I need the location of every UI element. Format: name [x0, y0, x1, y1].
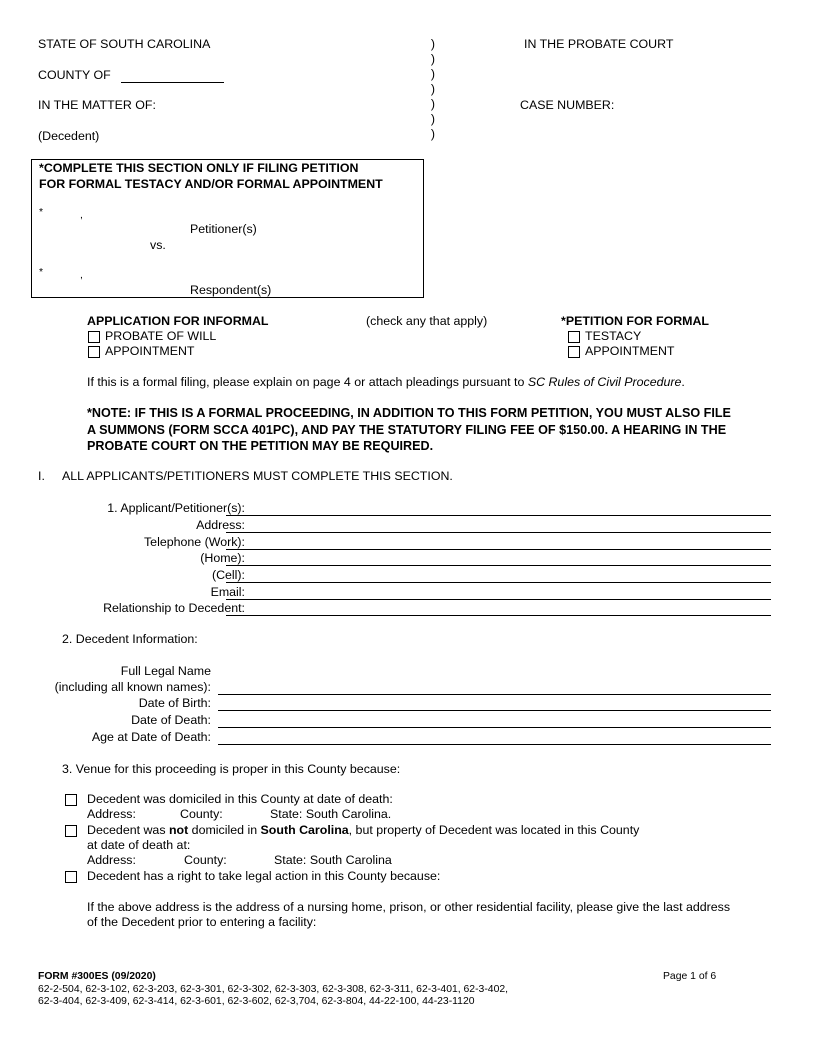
respondent-comma: , — [80, 270, 83, 281]
date-of-birth-label: Date of Birth: — [138, 696, 211, 710]
informal-appointment-label: APPOINTMENT — [105, 344, 195, 358]
form-id: FORM #300ES (09/2020) — [38, 971, 156, 982]
petitioner-comma: , — [80, 210, 83, 221]
petitioners-label: Petitioner(s) — [190, 222, 257, 236]
telephone-work-line[interactable] — [226, 549, 771, 550]
venue-domiciled-address-label: Address: — [87, 807, 136, 821]
formal-appointment-checkbox[interactable] — [568, 346, 580, 358]
paren: ) — [430, 37, 436, 51]
full-legal-name-line[interactable] — [218, 694, 771, 695]
nursing-home-line-2: of the Decedent prior to entering a facility: — [87, 915, 317, 929]
relationship-label: Relationship to Decedent: — [103, 601, 245, 615]
informal-heading: APPLICATION FOR INFORMAL — [87, 314, 269, 328]
notice-line-3: PROBATE COURT ON THE PETITION MAY BE REQUIRED. — [87, 439, 434, 453]
petitioner-asterisk: * — [39, 207, 44, 218]
county-label: COUNTY OF — [38, 68, 111, 82]
paren: ) — [430, 52, 436, 66]
telephone-home-label: (Home): — [200, 551, 245, 565]
venue-legal-action-label: Decedent has a right to take legal action in this County because: — [87, 869, 441, 883]
notice-line-2: A SUMMONS (FORM SCCA 401PC), AND PAY THE STATUTORY FILING FEE OF $150.00. A HEARING IN THE — [87, 422, 727, 437]
applicant-name-line[interactable] — [226, 515, 771, 516]
case-number-label: CASE NUMBER: — [520, 98, 615, 112]
page-number: Page 1 of 6 — [663, 971, 717, 982]
decedent-label: (Decedent) — [38, 129, 100, 143]
court-label: IN THE PROBATE COURT — [524, 37, 674, 51]
full-legal-name-label: Full Legal Name — [120, 664, 211, 678]
venue-legal-action-checkbox[interactable] — [65, 871, 77, 883]
check-any-note: (check any that apply) — [366, 314, 488, 328]
formal-filing-text: If this is a formal filing, please explain on page 4 or attach pleadings pursuant to — [87, 375, 528, 389]
civil-procedure-rules: SC Rules of Civil Procedure — [527, 375, 682, 389]
telephone-work-label: Telephone (Work): — [143, 535, 245, 549]
decedent-info-heading: 2. Decedent Information: — [62, 632, 198, 646]
vs-label: vs. — [150, 238, 166, 252]
formal-proceeding-notice — [87, 405, 777, 455]
formal-box-title-2: FOR FORMAL TESTACY AND/OR FORMAL APPOINTMENT — [39, 177, 383, 191]
venue-property-county-label: County: — [184, 853, 227, 867]
formal-appointment-label: APPOINTMENT — [585, 344, 675, 358]
testacy-checkbox[interactable] — [568, 331, 580, 343]
respondents-label: Respondent(s) — [190, 283, 272, 297]
date-of-birth-line[interactable] — [218, 710, 771, 711]
age-at-death-line[interactable] — [218, 744, 771, 745]
venue-property-text-a: Decedent was — [87, 823, 169, 837]
venue-property-checkbox[interactable] — [65, 825, 77, 837]
county-blank[interactable] — [121, 82, 224, 83]
formal-box-title-1: *COMPLETE THIS SECTION ONLY IF FILING PETITION — [39, 161, 359, 175]
paren: ) — [430, 97, 436, 111]
venue-property-address-label: Address: — [87, 853, 136, 867]
age-at-death-label: Age at Date of Death: — [91, 730, 211, 744]
telephone-cell-label: (Cell): — [211, 568, 245, 582]
testacy-label: TESTACY — [585, 329, 642, 343]
relationship-line[interactable] — [226, 615, 771, 616]
telephone-home-line[interactable] — [226, 565, 771, 566]
known-names-label: (including all known names): — [54, 680, 211, 694]
matter-label: IN THE MATTER OF: — [38, 98, 156, 112]
statutes-line-1: 62-2-504, 62-3-102, 62-3-203, 62-3-301, 62-3-302, 62-3-303, 62-3-308, 62-3-311, 62-3-401, 62-3-402, — [38, 984, 509, 995]
paren: ) — [430, 82, 436, 96]
formal-filing-end: . — [681, 375, 685, 389]
venue-domiciled-state-label: State: South Carolina. — [270, 807, 392, 821]
statutes-line-2: 62-3-404, 62-3-409, 62-3-414, 62-3-601, 62-3-602, 62-3,704, 62-3-804, 44-22-100, 44-23-1120 — [38, 996, 475, 1007]
venue-property-text-b: domiciled in — [188, 823, 261, 837]
venue-domiciled-checkbox[interactable] — [65, 794, 77, 806]
venue-domiciled-label: Decedent was domiciled in this County at date of death: — [87, 792, 393, 806]
email-line[interactable] — [226, 599, 771, 600]
date-of-death-line[interactable] — [218, 727, 771, 728]
section-numeral: I. — [38, 469, 45, 483]
address-label: Address: — [196, 518, 245, 532]
probate-of-will-label: PROBATE OF WILL — [105, 329, 217, 343]
state-label: STATE OF SOUTH CAROLINA — [38, 37, 211, 51]
paren: ) — [430, 67, 436, 81]
venue-property-south-carolina: South Carolina — [260, 823, 349, 837]
paren: ) — [430, 112, 436, 126]
venue-property-date-label: at date of death at: — [87, 838, 191, 852]
email-label: Email: — [210, 585, 245, 599]
informal-appointment-checkbox[interactable] — [88, 346, 100, 358]
section-title: ALL APPLICANTS/PETITIONERS MUST COMPLETE THIS SECTION. — [62, 469, 453, 483]
nursing-home-line-1: If the above address is the address of a nursing home, prison, or other residential facility, please give the last address — [87, 900, 731, 914]
applicant-name-label: 1. Applicant/Petitioner(s): — [107, 501, 245, 515]
notice-line-1: *NOTE: IF THIS IS A FORMAL PROCEEDING, IN ADDITION TO THIS FORM PETITION, YOU MUST ALSO FILE — [87, 406, 731, 420]
date-of-death-label: Date of Death: — [131, 713, 211, 727]
venue-property-not: not — [168, 823, 189, 837]
respondent-asterisk: * — [39, 267, 44, 278]
venue-property-label — [87, 823, 639, 838]
probate-of-will-checkbox[interactable] — [88, 331, 100, 343]
telephone-cell-line[interactable] — [226, 582, 771, 583]
venue-property-text-c: , but property of Decedent was located in this County — [348, 823, 640, 837]
address-line[interactable] — [226, 532, 771, 533]
formal-heading: *PETITION FOR FORMAL — [561, 314, 709, 328]
venue-heading: 3. Venue for this proceeding is proper in this County because: — [62, 762, 401, 776]
formal-section-box — [31, 159, 424, 298]
paren: ) — [430, 127, 436, 141]
venue-property-state-label: State: South Carolina — [274, 853, 392, 867]
venue-domiciled-county-label: County: — [180, 807, 223, 821]
formal-filing-instruction — [87, 375, 685, 390]
